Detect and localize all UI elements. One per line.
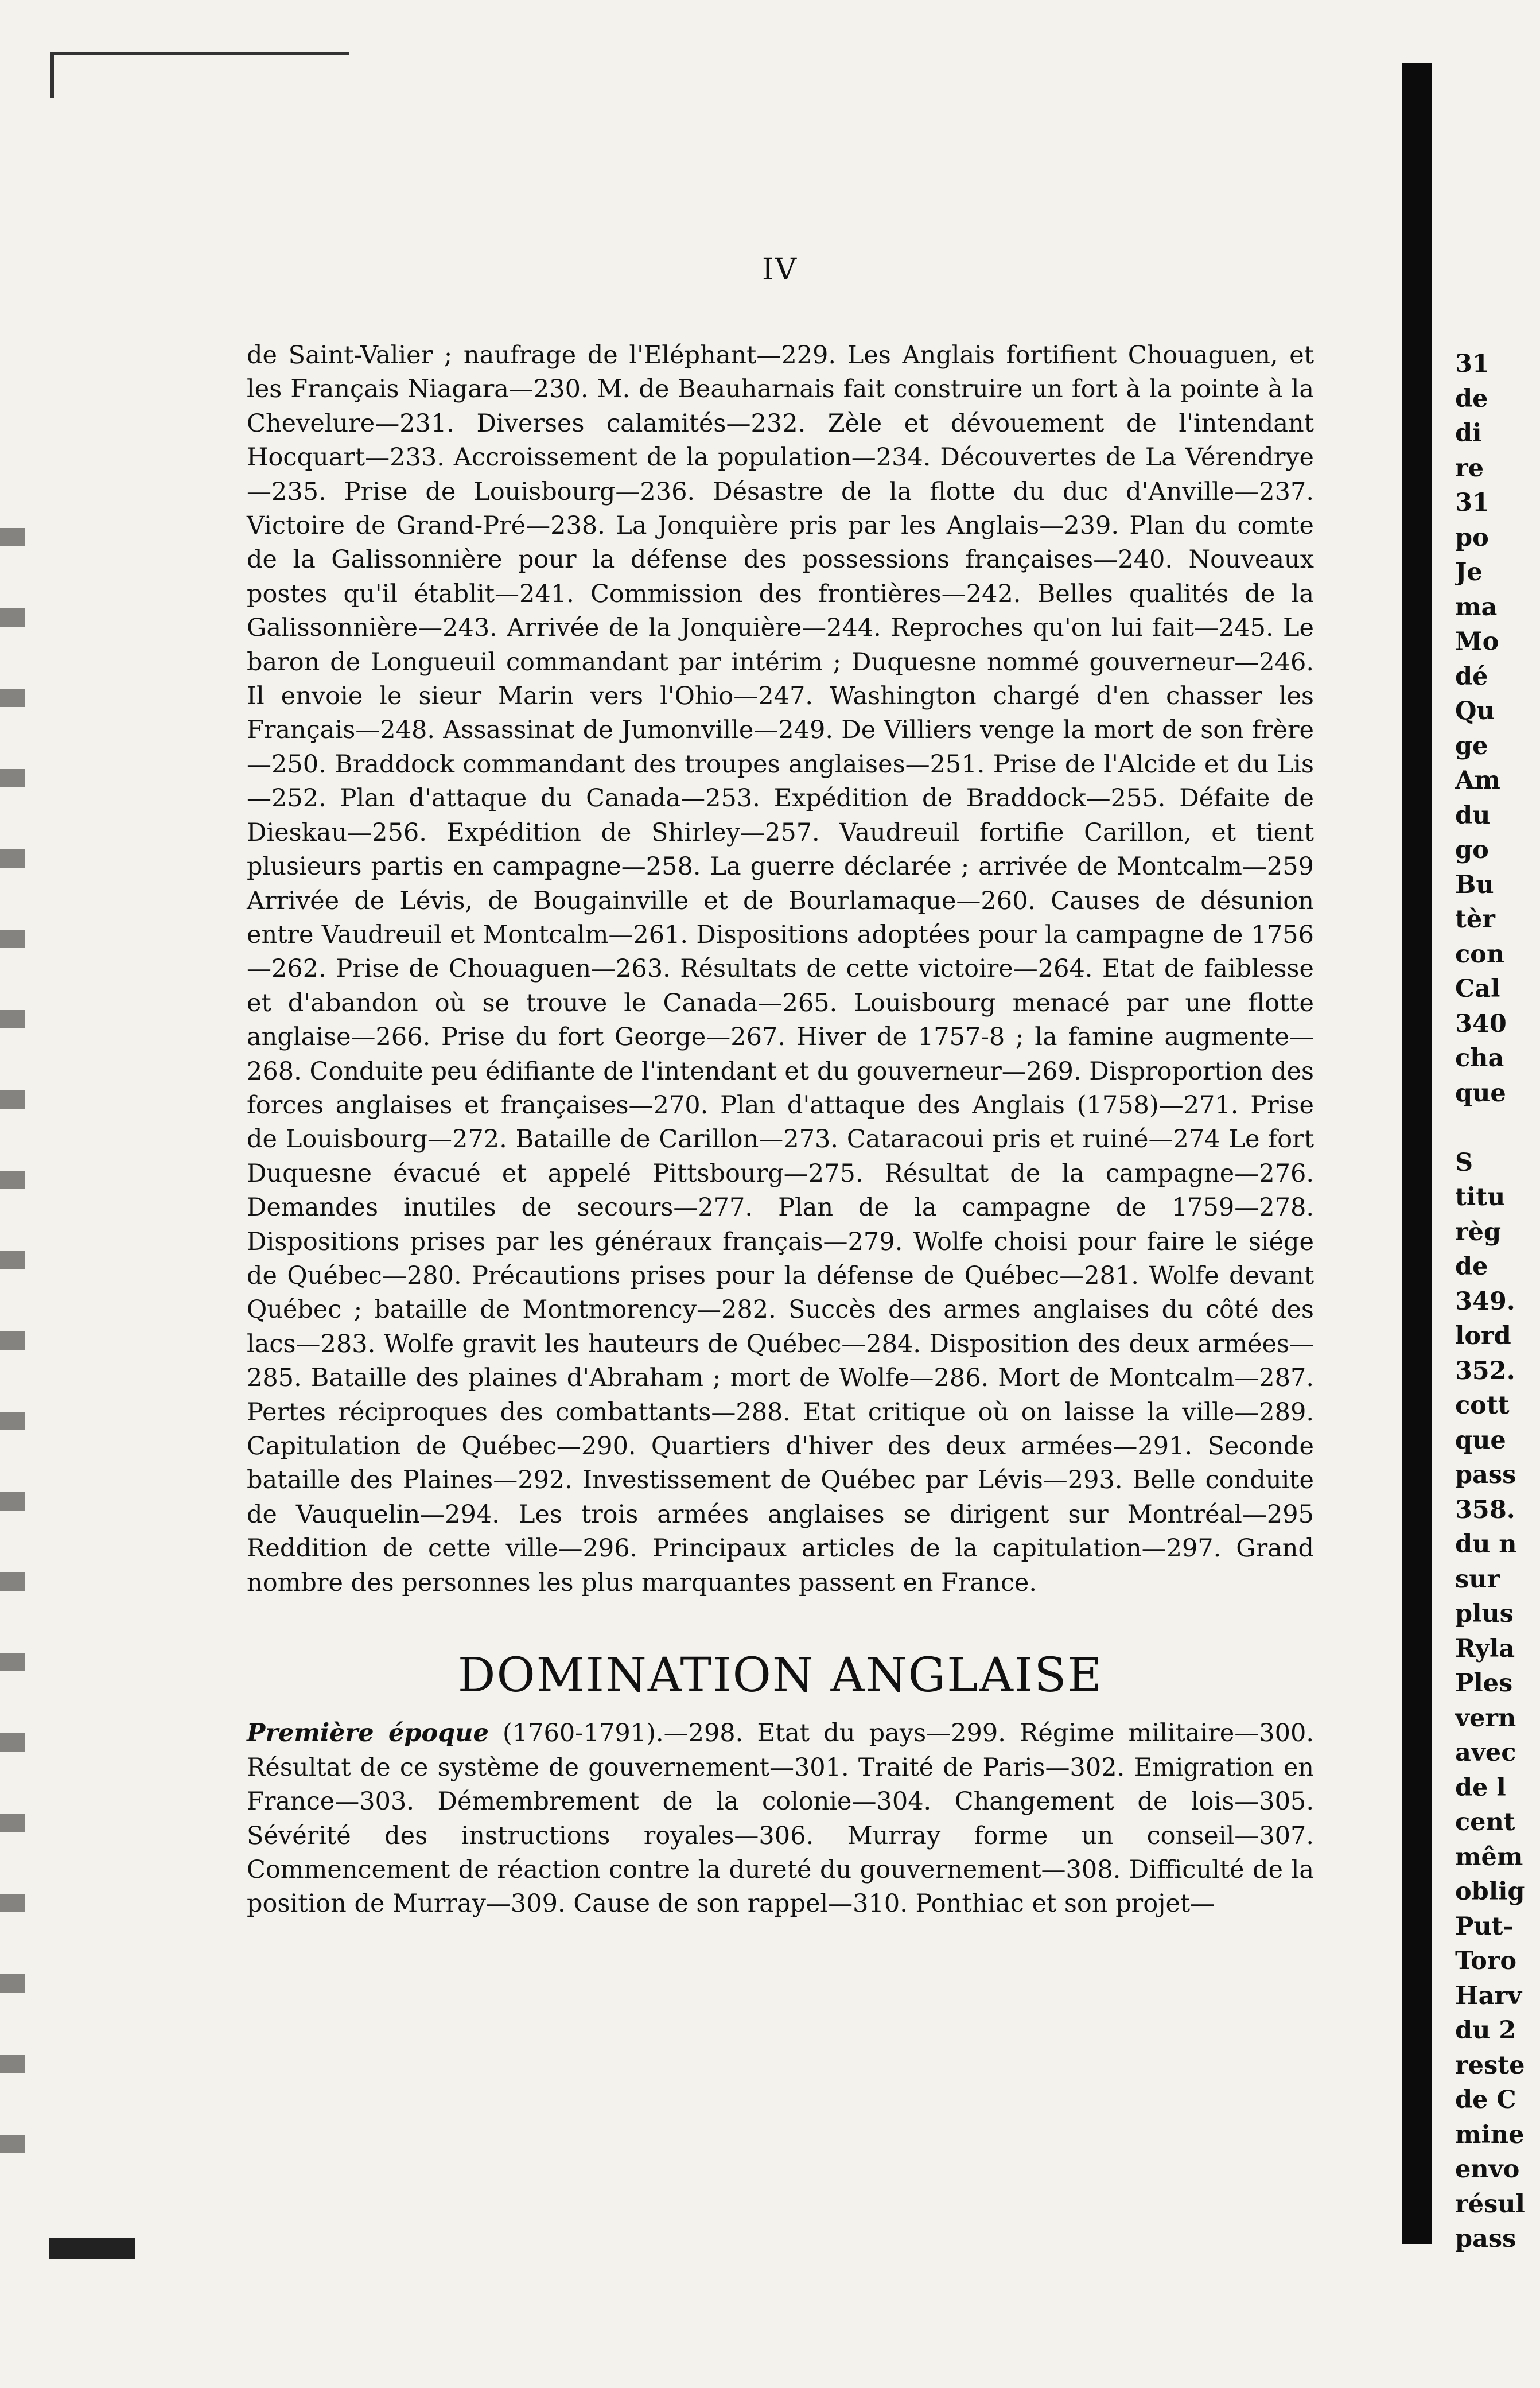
- fragment-line: vern: [1455, 1703, 1516, 1733]
- fragment-line: Bu: [1455, 870, 1494, 899]
- fragment-line: con: [1455, 939, 1505, 969]
- fragment-gap: [1455, 1110, 1530, 1146]
- main-text-column: [247, 339, 1314, 1921]
- epoch-summary-text: (1760-1791).—298. Etat du pays—299. Régime militaire—300. Résultat de ce système de gouvernement—301. Traité de Paris—302. Emigration en France—303. Démembrement de la colonie—304. Changement de lois—305. Sévérité des instructions royales—306. Murray forme un conseil—307. Commencement de réaction contre la dureté du gouvernement—308. Difficulté de la position de Murray—309. Cause de son rappel—310. Ponthiac et son projet—: [247, 1719, 1314, 1919]
- fragment-line: 358.: [1455, 1495, 1515, 1524]
- section-heading: DOMINATION ANGLAISE: [457, 1648, 1103, 1703]
- fragment-line: cott: [1455, 1391, 1510, 1420]
- fragment-line: Harv: [1455, 1981, 1522, 2010]
- fragment-line: de: [1455, 384, 1488, 413]
- fragment-bottom-lines: [1455, 1146, 1530, 2257]
- fragment-line: 340: [1455, 1009, 1507, 1038]
- fragment-line: Qu: [1455, 697, 1495, 725]
- fragment-line: cent: [1455, 1808, 1515, 1836]
- fragment-line: S: [1455, 1148, 1473, 1177]
- scan-edge-mark: [50, 52, 349, 55]
- fragment-line: Ples: [1455, 1669, 1513, 1698]
- fragment-line: 31: [1455, 488, 1490, 517]
- scan-edge-mark-vertical: [50, 52, 54, 98]
- fragment-line: pass: [1455, 2224, 1516, 2253]
- fragment-line: Mo: [1455, 627, 1499, 656]
- left-gutter-noise: [0, 494, 25, 2192]
- fragment-line: du n: [1455, 1530, 1517, 1559]
- fragment-line: règ: [1455, 1217, 1502, 1247]
- fragment-line: 31: [1455, 350, 1490, 378]
- fragment-line: de l: [1455, 1773, 1506, 1802]
- fragment-line: titu: [1455, 1183, 1506, 1212]
- fragment-line: ge: [1455, 731, 1488, 760]
- fragment-line: ma: [1455, 592, 1498, 622]
- fragment-line: po: [1455, 523, 1489, 552]
- fragment-line: Ryla: [1455, 1634, 1515, 1663]
- fragment-line: Je: [1455, 558, 1483, 587]
- fragment-line: mine: [1455, 2120, 1525, 2149]
- fragment-line: di: [1455, 419, 1482, 448]
- fragment-line: Cal: [1455, 974, 1500, 1003]
- fragment-line: de: [1455, 1252, 1488, 1281]
- fragment-line: tèr: [1455, 905, 1495, 934]
- fragment-line: plus: [1455, 1599, 1514, 1628]
- binding-shadow-bar: [1402, 63, 1432, 2244]
- fragment-line: Put-: [1455, 1912, 1514, 1941]
- fragment-line: cha: [1455, 1044, 1504, 1073]
- fragment-line: avec: [1455, 1738, 1516, 1767]
- fragment-line: Am: [1455, 766, 1500, 795]
- fragment-line: dé: [1455, 662, 1488, 691]
- summary-paragraph-2: [247, 1717, 1314, 1921]
- fragment-line: de C: [1455, 2086, 1516, 2114]
- fragment-line: lord: [1455, 1322, 1511, 1350]
- fragment-line: re: [1455, 453, 1484, 483]
- fragment-line: 352.: [1455, 1356, 1515, 1385]
- summary-paragraph-1: de Saint-Valier ; naufrage de l'Eléphant—229. Les Anglais fortifient Chouaguen, et les Français Niagara—230. M. de Beauharnais fait construire un fort à la pointe à la Chevelure—231. Diverses calamités—232. Zèle et dévouement de l'intendant Hocquart—233. Accroissement de la population—234. Découvertes de La Vérendrye—235. Prise de Louisbourg—236. Désastre de la flotte du duc d'Anville—237. Victoire de Grand-Pré—238. La Jonquière pris par les Anglais—239. Plan du comte de la Galissonnière pour la défense des possessions françaises—240. Nouveaux postes qu'il établit—241. Commission des frontières—242. Belles qualités de la Galissonnière—243. Arrivée de la Jonquière—244. Reproches qu'on lui fait—245. Le baron de Longueuil commandant par intérim ; Duquesne nommé gouverneur—246. Il envoie le sieur Marin vers l'Ohio—247. Washington chargé d'en chasser les Français—248. Assassinat de Jumonville—249. De Villiers venge la mort de son frère—250. Braddock commandant des troupes anglaises—251. Prise de l'Alcide et du Lis—252. Plan d'attaque du Canada—253. Expédition de Braddock—255. Défaite de Dieskau—256. Expédition de Shirley—257. Vaudreuil fortifie Carillon, et tient plusieurs partis en campagne—258. La guerre déclarée ; arrivée de Montcalm—259 Arrivée de Lévis, de Bougainville et de Bourlamaque—260. Causes de désunion entre Vaudreuil et Montcalm—261. Dispositions adoptées pour la campagne de 1756—262. Prise de Chouaguen—263. Résultats de cette victoire—264. Etat de faiblesse et d'abandon où se trouve le Canada—265. Louisbourg menacé par une flotte anglaise—266. Prise du fort George—267. Hiver de 1757-8 ; la famine augmente—268. Conduite peu édifiante de l'intendant et du gouverneur—269. Disproportion des forces anglaises et françaises—270. Plan d'attaque des Anglais (1758)—271. Prise de Louisbourg—272. Bataille de Carillon—273. Cataracoui pris et ruiné—274 Le fort Duquesne évacué et appelé Pittsbourg—275. Résultat de la campagne—276. Demandes inutiles de secours—277. Plan de la campagne de 1759—278. Dispositions prises par les généraux français—279. Wolfe choisi pour faire le siége de Québec—280. Précautions prises pour la défense de Québec—281. Wolfe devant Québec ; bataille de Montmorency—282. Succès des armes anglaises du côté des lacs—283. Wolfe gravit les hauteurs de Québec—284. Disposition des deux armées—285. Bataille des plaines d'Abraham ; mort de Wolfe—286. Mort de Montcalm—287. Pertes réciproques des combattants—288. Etat critique où on laisse la ville—289. Capitulation de Québec—290. Quartiers d'hiver des deux armées—291. Seconde bataille des Plaines—292. Investissement de Québec par Lévis—293. Belle conduite de Vauquelin—294. Les trois armées anglaises se dirigent sur Montréal—295 Reddition de cette ville—296. Principaux articles de la capitulation—297. Grand nombre des personnes les plus marquantes passent en France.: [247, 341, 1314, 1597]
- fragment-line: que: [1455, 1078, 1506, 1108]
- fragment-line: 349.: [1455, 1287, 1515, 1316]
- facing-page-fragment: [1455, 347, 1530, 2257]
- bottom-ink-mark: [49, 2238, 135, 2259]
- fragment-line: mêm: [1455, 1842, 1523, 1871]
- fragment-line: oblig: [1455, 1877, 1525, 1906]
- epoch-label: Première époque: [247, 1719, 489, 1748]
- fragment-line: que: [1455, 1426, 1506, 1455]
- fragment-line: du: [1455, 801, 1491, 830]
- fragment-line: sur: [1455, 1564, 1500, 1594]
- fragment-line: reste: [1455, 2051, 1525, 2080]
- fragment-line: du 2: [1455, 2016, 1516, 2045]
- fragment-line: go: [1455, 836, 1489, 864]
- fragment-line: Toro: [1455, 1947, 1517, 1975]
- fragment-line: pass: [1455, 1461, 1516, 1489]
- fragment-line: résul: [1455, 2189, 1525, 2219]
- fragment-top-lines: [1455, 347, 1530, 1110]
- fragment-line: envo: [1455, 2155, 1520, 2184]
- page-number: IV: [762, 253, 798, 287]
